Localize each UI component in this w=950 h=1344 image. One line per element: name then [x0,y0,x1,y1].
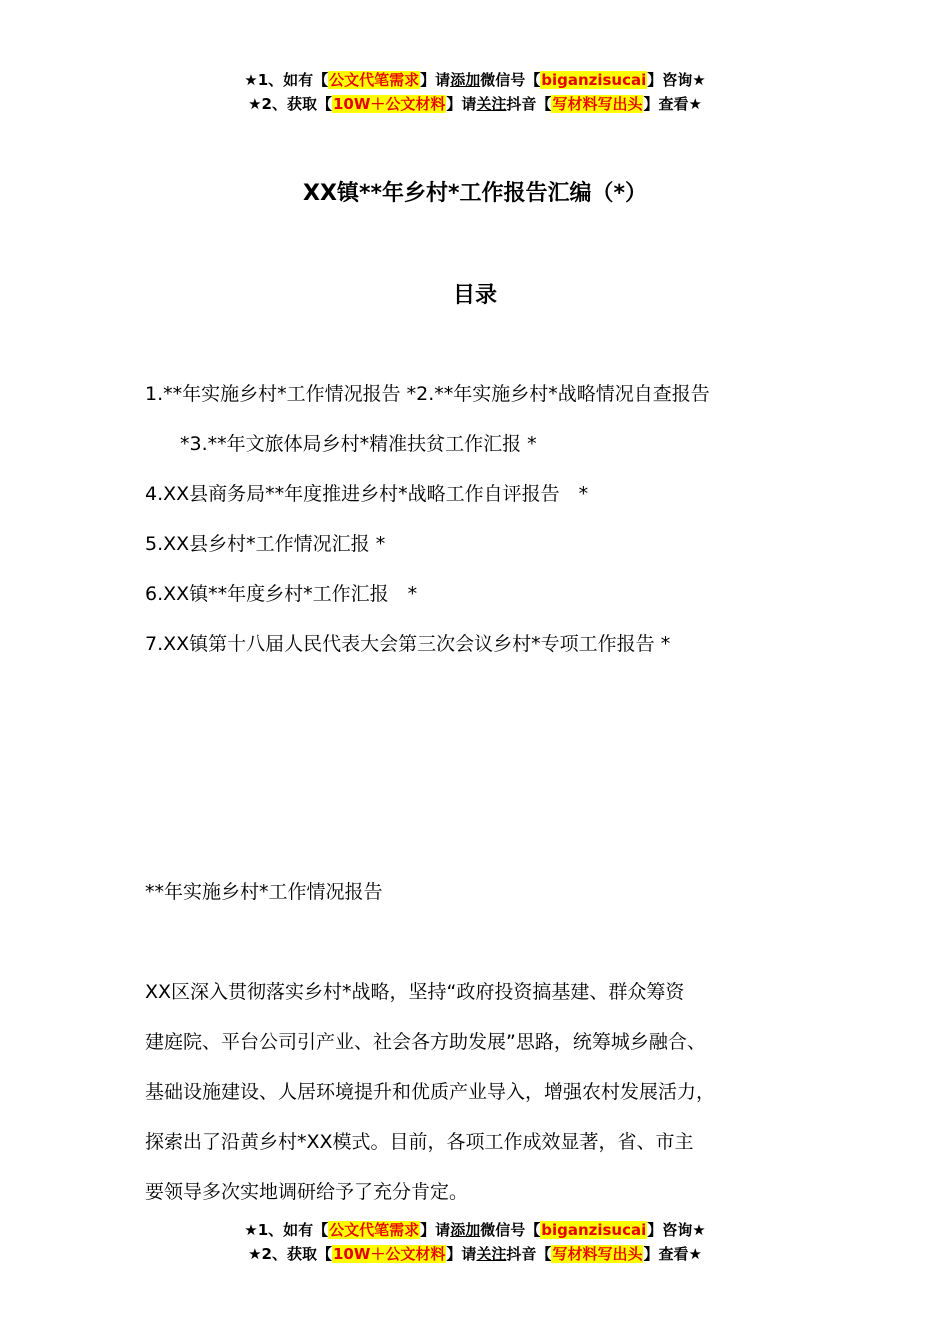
toc-item[interactable]: 5.XX县乡村*工作情况汇报 * [145,533,386,555]
banner-text: 】查看★ [643,1245,702,1263]
table-of-contents [145,372,845,672]
banner-underline-add: 添加 [450,71,481,89]
body-line: 要领导多次实地调研给予了充分肯定。 [145,1181,469,1203]
body-line: 探索出了沿黄乡村*XX模式。目前，各项工作成效显著，省、市主 [145,1131,694,1153]
banner-underline-add: 添加 [450,1221,481,1239]
banner-line-2 [0,1242,950,1266]
banner-text: 】请 [420,1221,451,1239]
banner-text: 抖音【 [506,95,552,113]
banner-line-1 [0,1218,950,1242]
toc-item[interactable]: *3.**年文旅体局乡村*精准扶贫工作汇报 * [180,433,537,455]
body-line: XX区深入贯彻落实乡村*战略，坚持“政府投资搞基建、群众筹资 [145,981,685,1003]
section-title: **年实施乡村*工作情况报告 [145,881,383,903]
toc-item[interactable]: 6.XX镇**年度乡村*工作汇报 * [145,583,418,605]
banner-highlight-wechat-id: biganzisucai [541,71,647,89]
banner-line-1 [0,68,950,92]
body-line: 基础设施建设、人居环境提升和优质产业导入，增强农村发展活力， [145,1081,716,1103]
toc-item[interactable]: 1.**年实施乡村*工作情况报告 *2.**年实施乡村*战略情况自查报告 [145,383,710,405]
banner-text: 】查看★ [643,95,702,113]
banner-underline-follow: 关注 [476,95,507,113]
document-title: XX镇**年乡村*工作报告汇编（*） [303,181,647,206]
banner-highlight-service: 公文代笔需求 [329,1221,420,1239]
banner-text: 】请 [446,1245,477,1263]
banner-highlight-materials: 10W＋公文材料 [332,1245,446,1263]
bottom-banner [0,1218,950,1266]
toc-item[interactable]: 7.XX镇第十八届人民代表大会第三次会议乡村*专项工作报告 * [145,633,671,655]
banner-text: 微信号【 [480,71,541,89]
banner-text: ★1、如有【 [244,71,329,89]
banner-text: ★1、如有【 [244,1221,329,1239]
top-banner [0,68,950,116]
banner-text: 抖音【 [506,1245,552,1263]
banner-highlight-douyin: 写材料写出头 [552,95,643,113]
toc-heading: 目录 [452,283,497,308]
banner-text: ★2、获取【 [248,1245,332,1263]
banner-text: 】咨询★ [647,1221,706,1239]
body-line: 建庭院、平台公司引产业、社会各方助发展”思路，统筹城乡融合、 [145,1031,706,1053]
banner-text: ★2、获取【 [248,95,332,113]
toc-item[interactable]: 4.XX县商务局**年度推进乡村*战略工作自评报告 * [145,483,589,505]
banner-text: 】咨询★ [647,71,706,89]
banner-line-2 [0,92,950,116]
body-paragraph [145,970,835,1220]
banner-underline-follow: 关注 [476,1245,507,1263]
banner-text: 】请 [420,71,451,89]
banner-highlight-service: 公文代笔需求 [329,71,420,89]
banner-highlight-materials: 10W＋公文材料 [332,95,446,113]
banner-highlight-douyin: 写材料写出头 [552,1245,643,1263]
banner-highlight-wechat-id: biganzisucai [541,1221,647,1239]
banner-text: 】请 [446,95,477,113]
banner-text: 微信号【 [480,1221,541,1239]
